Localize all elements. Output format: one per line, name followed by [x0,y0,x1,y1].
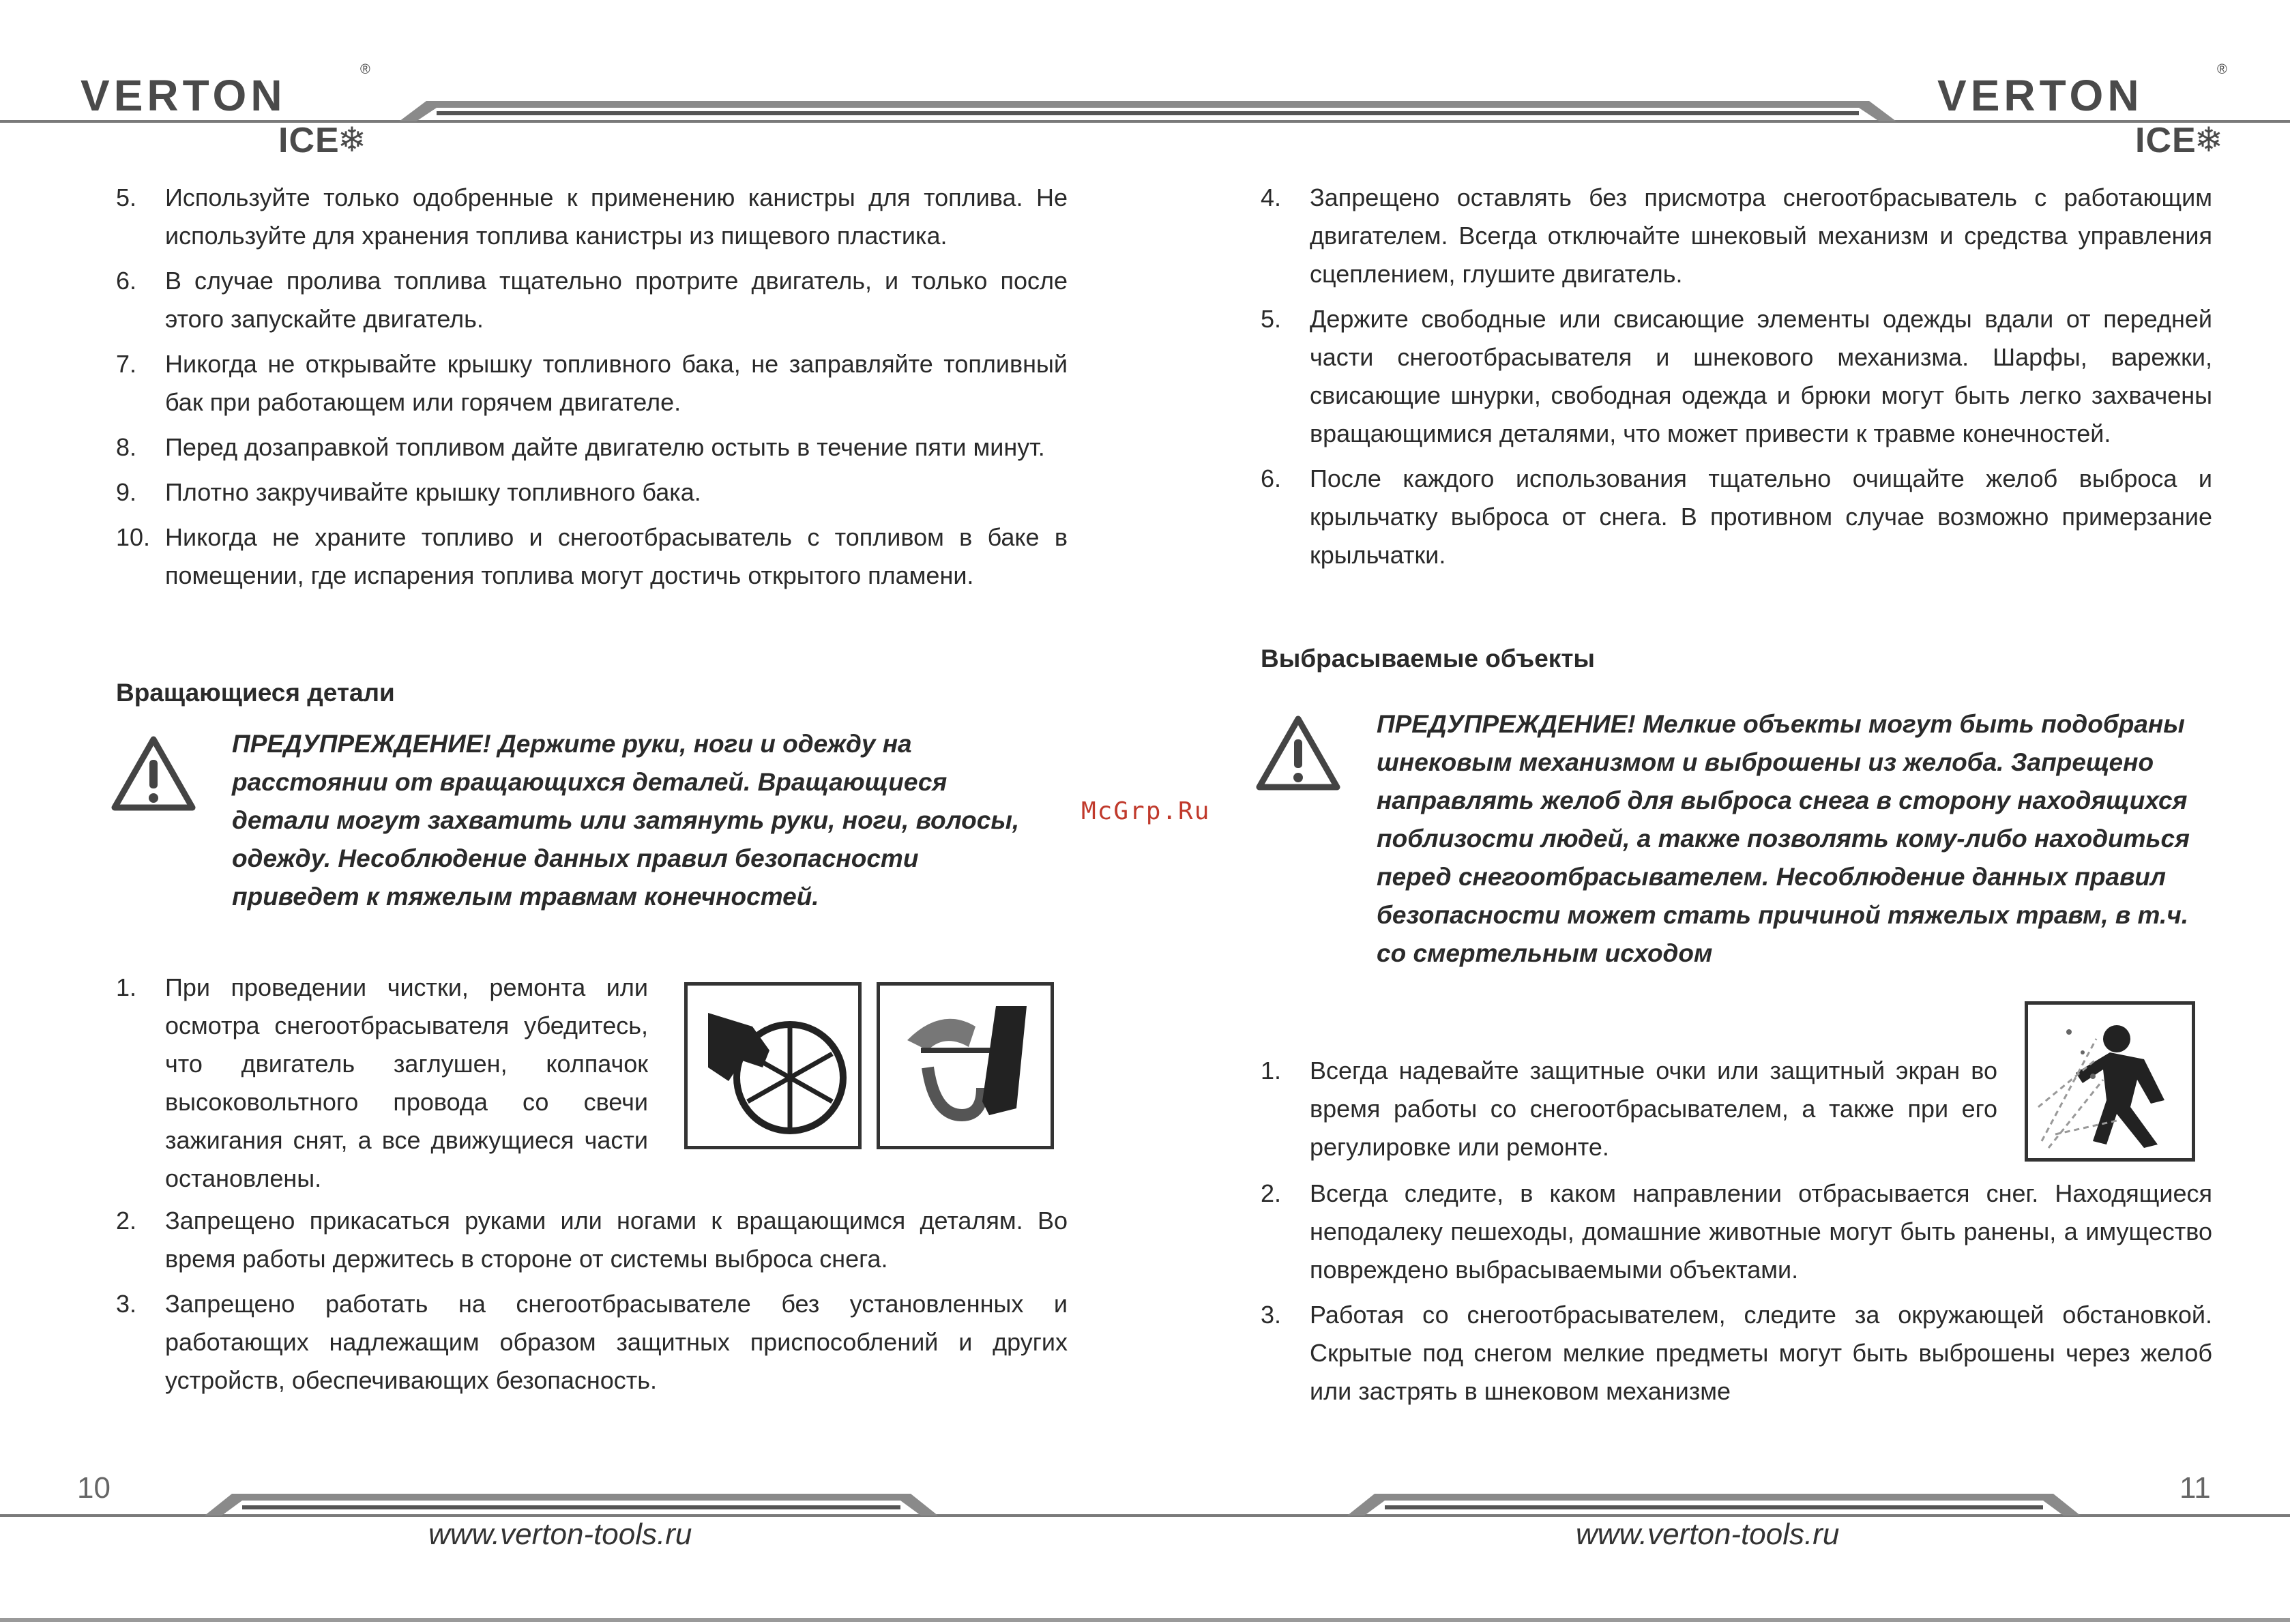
logo-left: VERTON [80,71,287,120]
list-item: 5. Держите свободные или свисающие элементы одежды вдали от передней части снегоотбрасывателя и шнекового механизма. Шарфы, варежки, свисающие шнурки, свободная одежда и брюки могут быть легко захвачены вращающимися деталями, что может привести к травме конечностей. [1261,305,2212,447]
left-rotating-list-1 [116,969,648,1205]
logo-left-reg: ® [360,62,370,77]
right-top-list [1261,179,2212,581]
list-item: 2. Всегда следите, в каком направлении отбрасывается снег. Находящиеся неподалеку пешеходы, домашние животные могут быть ранены, а имущество повреждено выбрасываемыми объектами. [1261,1179,2212,1284]
warning-thrown: ПРЕДУПРЕЖДЕНИЕ! Мелкие объекты могут быть подобраны шнековым механизмом и выброшены из желоба. Запрещено направлять желоб для выброса снега в сторону находящихся поблизости людей, а также позволять кому-либо находиться перед снегоотбрасывателем. Несоблюдение данных правил безопасности может стать причиной тяжелых травм, в т.ч. со смертельным исходом [1377,710,2190,967]
footer-url-right: www.verton-tools.ru [1576,1518,1840,1551]
list-item: 7. Никогда не открывайте крышку топливного бака, не заправляйте топливный бак при работающем или горячем двигателе. [116,350,1068,416]
snowflake-icon: ❄ [2194,121,2223,159]
logo-right: VERTON [1937,71,2143,120]
list-item: 8. Перед дозаправкой топливом дайте двигателю остыть в течение пяти минут. [116,433,1045,461]
list-item: 2. Запрещено прикасаться руками или ногами к вращающимся деталям. Во время работы держитесь в стороне от системы выброса снега. [116,1207,1068,1273]
thrown-objects-pictogram [2025,1001,2195,1162]
list-item: 3. Запрещено работать на снегоотбрасывателе без установленных и работающих надлежащим образом защитных приспособлений и других устройств, обеспечивающих безопасность. [116,1290,1068,1394]
hand-impeller-pictogram [684,982,862,1149]
right-thrown-list-2 [1261,1175,2212,1417]
list-item: 1. Всегда надевайте защитные очки или защитный экран во время работы со снегоотбрасывателем, а также при его регулировке или ремонте. [1261,1057,1997,1161]
logo-right-ice: ICE [2135,121,2197,160]
foot-auger-pictogram [877,982,1054,1149]
list-item: 6. После каждого использования тщательно очищайте желоб выброса и крыльчатку выброса от снега. В противном случае возможно примерзание крыльчатки. [1261,464,2212,569]
list-item: 3. Работая со снегоотбрасывателем, следите за окружающей обстановкой. Скрытые под снегом мелкие предметы могут быть выброшены через желоб или застрять в шнековом механизме [1261,1301,2212,1405]
watermark: McGrp.Ru [1081,797,1211,825]
footer-url-left: www.verton-tools.ru [428,1518,692,1551]
auger-icon [880,986,1051,1146]
page-number-right: 11 [2179,1471,2211,1505]
list-item: 5. Используйте только одобренные к применению канистры для топлива. Не используйте для хранения топлива канистры из пищевого пластика. [116,183,1068,250]
logo-right-reg: ® [2217,62,2227,77]
warning-rotating: ПРЕДУПРЕЖДЕНИЕ! Держите руки, ноги и одежду на расстоянии от вращающихся деталей. Вращающиеся детали могут захватить или затянуть руки, ноги, волосы, одежду. Несоблюдение данных правил безопасности приведет к тяжелым травмам конечностей. [232,730,1020,911]
right-thrown-list-1 [1261,1052,1997,1173]
section-title-rotating: Вращающиеся детали [116,679,395,707]
page-number-left: 10 [77,1471,111,1505]
list-item: 1. При проведении чистки, ремонта или осмотра снегоотбрасывателя убедитесь, что двигатель заглушен, колпачок высоковольтного провода со свечи зажигания снят, а все движущиеся части остановлены. [116,973,648,1192]
list-item: 9. Плотно закручивайте крышку топливного бака. [116,478,701,506]
left-rotating-list-2 [116,1202,1068,1406]
list-item: 6. В случае пролива топлива тщательно протрите двигатель, и только после этого запускайте двигатель. [116,267,1068,333]
warning-triangle-icon [111,735,196,812]
logo-left-ice: ICE [278,121,340,160]
list-item: 10. Никогда не храните топливо и снегоотбрасыватель с топливом в баке в помещении, где испарения топлива могут достичь открытого пламени. [116,523,1068,589]
impeller-icon [688,986,858,1146]
snowflake-icon: ❄ [338,121,366,159]
left-fuel-list [116,179,1068,602]
person-hit-icon [2028,1005,2192,1158]
list-item: 4. Запрещено оставлять без присмотра снегоотбрасыватель с работающим двигателем. Всегда отключайте шнековый механизм и средства управления сцеплением, глушите двигатель. [1261,183,2212,288]
section-title-thrown: Выбрасываемые объекты [1261,645,1596,673]
warning-triangle-icon [1255,715,1341,791]
